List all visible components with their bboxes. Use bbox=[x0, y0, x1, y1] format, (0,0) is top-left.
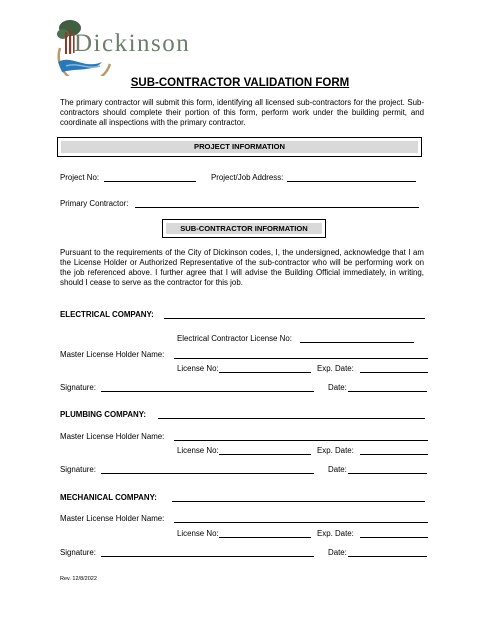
acknowledgement-paragraph: Pursuant to the requirements of the City of Dickinson codes, I, the undersigned, acknowledge that I am the License Holder or Authorized Representative of the sub-contractor who will be performing work on the job referenced above. I further agree that I will advise the Building Official immediately, in writing, should I cease to serve as the contractor for this job. bbox=[60, 248, 424, 287]
sub-info-header-label: SUB-CONTRACTOR INFORMATION bbox=[166, 223, 322, 234]
mechanical-master-field[interactable] bbox=[174, 522, 428, 523]
mechanical-exp-field[interactable] bbox=[360, 537, 428, 538]
plumbing-company-label: PLUMBING COMPANY: bbox=[60, 410, 147, 419]
mechanical-master-label: Master License Holder Name: bbox=[60, 514, 165, 523]
mechanical-signature-label: Signature: bbox=[60, 548, 96, 557]
logo-wordmark: Dickinson bbox=[74, 30, 191, 57]
electrical-company-label: ELECTRICAL COMPANY: bbox=[60, 310, 154, 319]
electrical-contractor-license-label: Electrical Contractor License No: bbox=[177, 334, 292, 343]
electrical-master-label: Master License Holder Name: bbox=[60, 350, 165, 359]
mechanical-date-field[interactable] bbox=[348, 556, 427, 557]
project-no-field[interactable] bbox=[104, 181, 196, 182]
electrical-master-field[interactable] bbox=[174, 358, 428, 359]
mechanical-license-field[interactable] bbox=[219, 537, 311, 538]
project-info-header-label: PROJECT INFORMATION bbox=[61, 141, 418, 153]
mechanical-exp-label: Exp. Date: bbox=[317, 529, 354, 538]
mechanical-signature-field[interactable] bbox=[101, 556, 314, 557]
intro-paragraph: The primary contractor will submit this form, identifying all licensed sub-contractors for the project. Sub-contractors should complete their portion of this form, perform work under the building permit, and coordinate all inspections with the primary contractor. bbox=[60, 98, 424, 127]
plumbing-license-field[interactable] bbox=[219, 454, 311, 455]
revision-date: Rev. 12/8/2022 bbox=[60, 576, 97, 582]
project-info-header bbox=[57, 137, 422, 157]
electrical-exp-label: Exp. Date: bbox=[317, 364, 354, 373]
primary-contractor-label: Primary Contractor: bbox=[60, 199, 129, 208]
plumbing-signature-label: Signature: bbox=[60, 465, 96, 474]
project-address-field[interactable] bbox=[287, 181, 416, 182]
electrical-exp-field[interactable] bbox=[360, 372, 428, 373]
plumbing-exp-field[interactable] bbox=[360, 454, 428, 455]
mechanical-company-label: MECHANICAL COMPANY: bbox=[60, 493, 157, 502]
plumbing-exp-label: Exp. Date: bbox=[317, 446, 354, 455]
sub-info-header bbox=[162, 219, 326, 238]
plumbing-master-field[interactable] bbox=[174, 440, 428, 441]
electrical-date-field[interactable] bbox=[348, 391, 427, 392]
plumbing-signature-field[interactable] bbox=[101, 473, 314, 474]
electrical-signature-label: Signature: bbox=[60, 383, 96, 392]
plumbing-license-label: License No: bbox=[177, 446, 219, 455]
plumbing-date-label: Date: bbox=[328, 465, 347, 474]
electrical-contractor-license-field[interactable] bbox=[300, 342, 414, 343]
electrical-company-field[interactable] bbox=[164, 318, 425, 319]
project-no-label: Project No: bbox=[60, 173, 100, 182]
primary-contractor-field[interactable] bbox=[135, 207, 419, 208]
electrical-signature-field[interactable] bbox=[101, 391, 314, 392]
project-address-label: Project/Job Address: bbox=[211, 173, 284, 182]
mechanical-license-label: License No: bbox=[177, 529, 219, 538]
electrical-license-field[interactable] bbox=[219, 372, 311, 373]
plumbing-master-label: Master License Holder Name: bbox=[60, 432, 165, 441]
plumbing-company-field[interactable] bbox=[158, 418, 425, 419]
form-title: SUB-CONTRACTOR VALIDATION FORM bbox=[130, 77, 350, 89]
mechanical-date-label: Date: bbox=[328, 548, 347, 557]
plumbing-date-field[interactable] bbox=[348, 473, 427, 474]
electrical-license-label: License No: bbox=[177, 364, 219, 373]
mechanical-company-field[interactable] bbox=[172, 501, 425, 502]
electrical-date-label: Date: bbox=[328, 383, 347, 392]
